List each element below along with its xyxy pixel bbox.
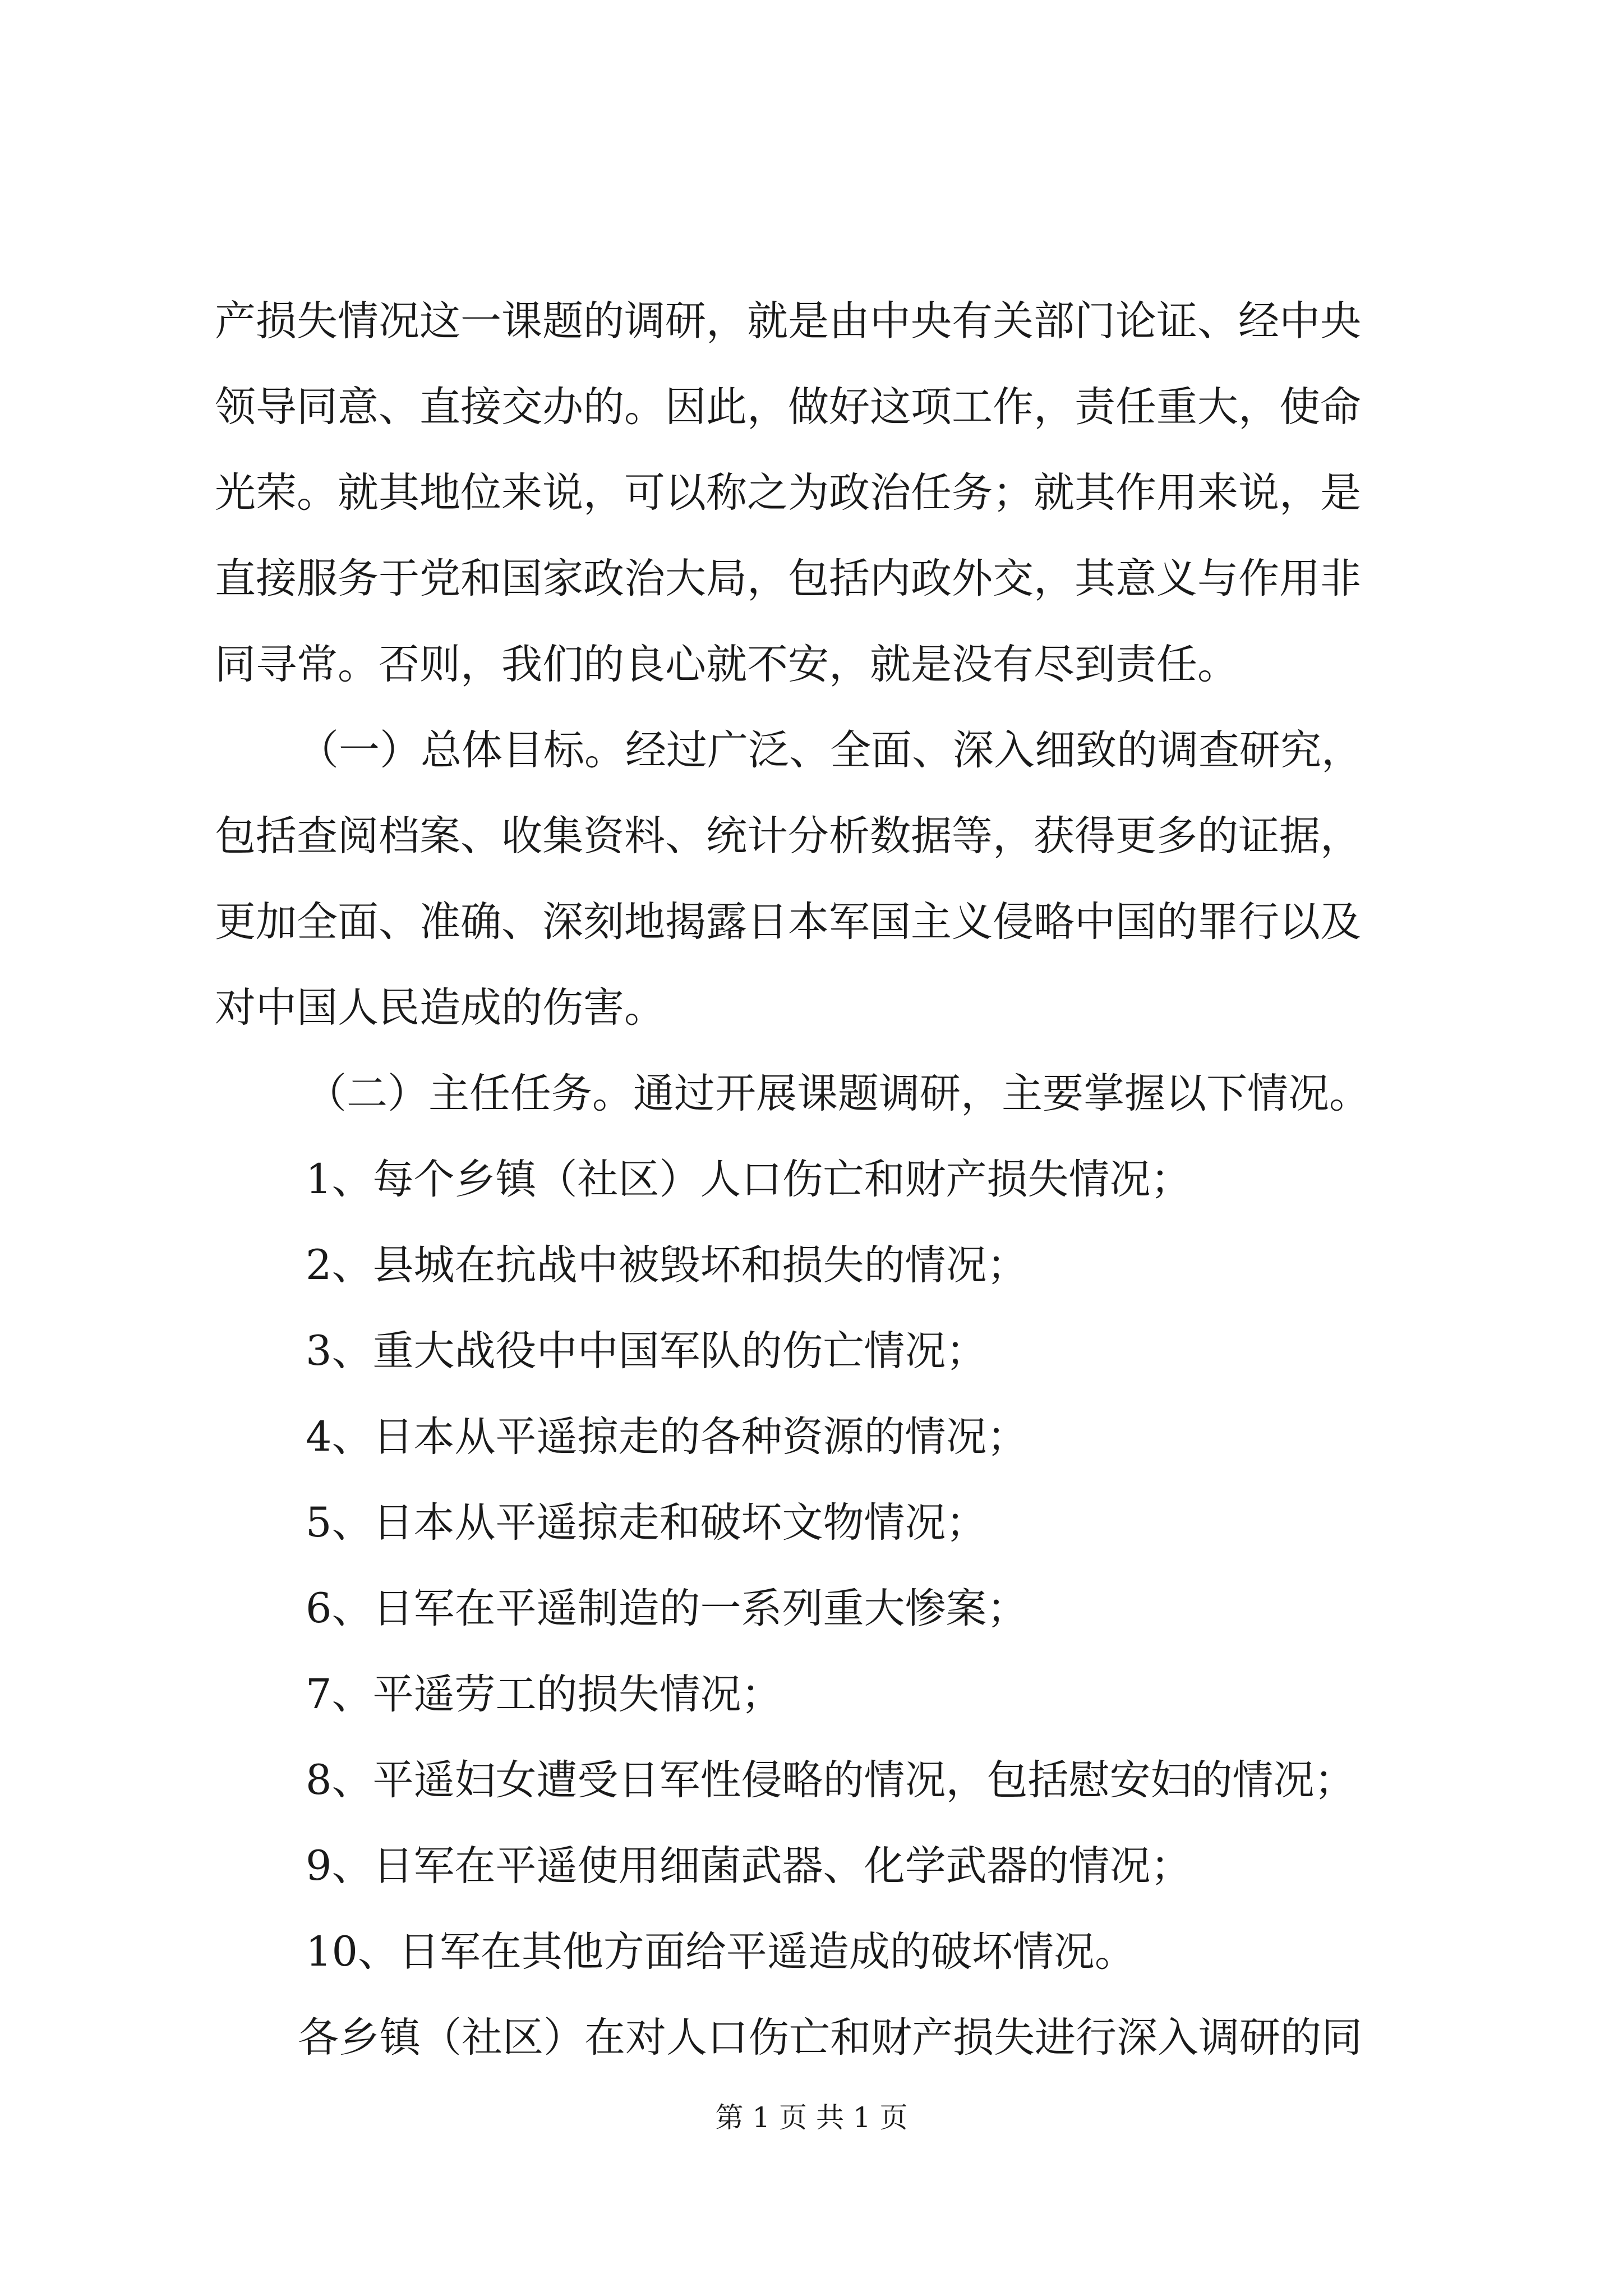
text-line-4: 直接服务于党和国家政治大局，包括内政外交，其意义与作用非 bbox=[215, 555, 1361, 602]
list-item-10: 10、日军在其他方面给平遥造成的破坏情况。 bbox=[306, 1928, 1136, 1976]
section-main-tasks: （二）主任任务。通过开展课题调研，主要掌握以下情况。 bbox=[306, 1070, 1370, 1117]
list-item-4: 4、日本从平遥掠走的各种资源的情况； bbox=[306, 1413, 1028, 1461]
list-item-2: 2、县城在抗战中被毁坏和损失的情况； bbox=[306, 1241, 1028, 1289]
page-footer: 第 1 页 共 1 页 bbox=[715, 2101, 908, 2134]
text-line-8: 更加全面、准确、深刻地揭露日本军国主义侵略中国的罪行以及 bbox=[215, 898, 1361, 946]
text-line-3: 光荣。就其地位来说，可以称之为政治任务；就其作用来说，是 bbox=[215, 469, 1361, 517]
text-line-5: 同寻常。否则，我们的良心就不安，就是没有尽到责任。 bbox=[215, 641, 1238, 688]
text-line-1: 产损失情况这一课题的调研，就是由中央有关部门论证、经中央 bbox=[215, 297, 1361, 345]
list-item-1: 1、每个乡镇（社区）人口伤亡和财产损失情况； bbox=[306, 1156, 1192, 1203]
list-item-8: 8、平遥妇女遭受日军性侵略的情况，包括慰安妇的情况； bbox=[306, 1756, 1355, 1804]
document-body bbox=[215, 297, 1426, 2102]
section-overall-goal: （一）总体目标。经过广泛、全面、深入细致的调查研究， bbox=[298, 726, 1362, 774]
text-line-9: 对中国人民造成的伤害。 bbox=[215, 984, 665, 1032]
text-line-7: 包括查阅档案、收集资料、统计分析数据等，获得更多的证据， bbox=[215, 812, 1361, 860]
list-item-5: 5、日本从平遥掠走和破坏文物情况； bbox=[306, 1499, 987, 1547]
list-item-7: 7、平遥劳工的损失情况； bbox=[306, 1671, 782, 1718]
list-item-3: 3、重大战役中中国军队的伤亡情况； bbox=[306, 1327, 987, 1375]
text-line-final: 各乡镇（社区）在对人口伤亡和财产损失进行深入调研的同 bbox=[298, 2014, 1362, 2062]
list-item-6: 6、日军在平遥制造的一系列重大惨案； bbox=[306, 1585, 1028, 1632]
text-line-2: 领导同意、直接交办的。因此，做好这项工作，责任重大，使命 bbox=[215, 383, 1361, 431]
list-item-9: 9、日军在平遥使用细菌武器、化学武器的情况； bbox=[306, 1842, 1192, 1890]
